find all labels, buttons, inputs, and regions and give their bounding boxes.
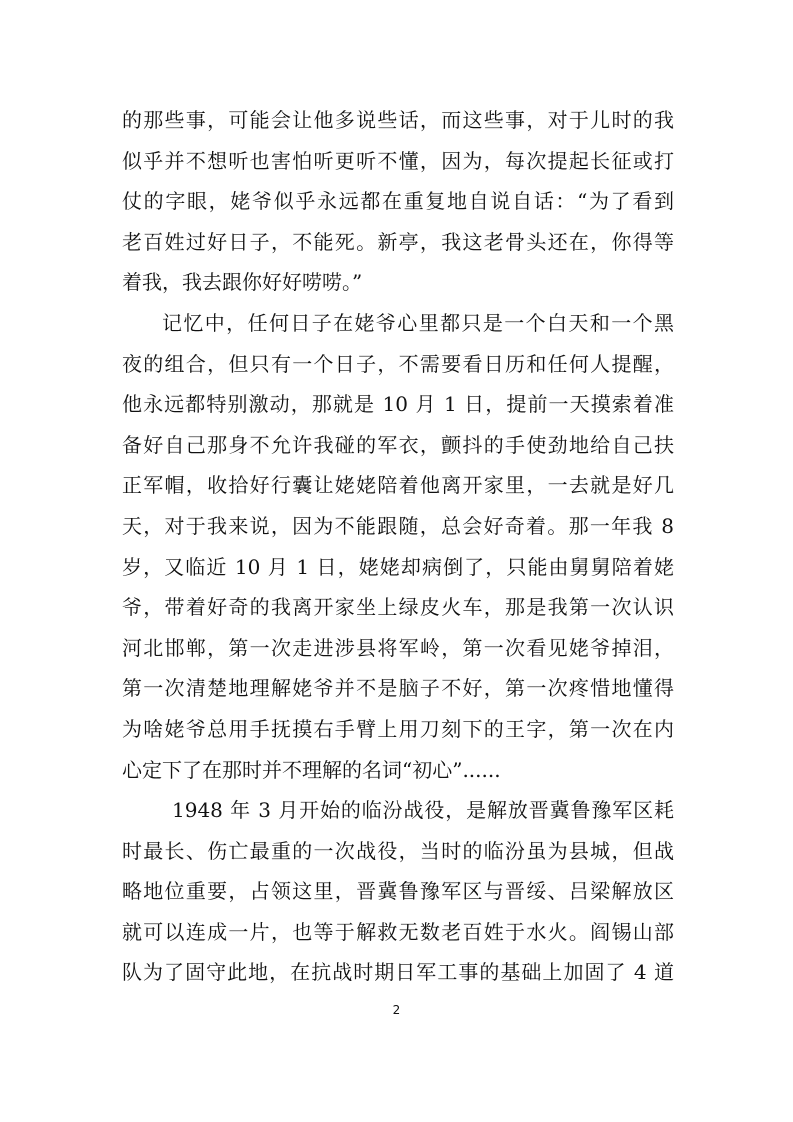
text-line: 就可以连成一片，也等于解救无数老百姓于水火。阎锡山部 xyxy=(122,919,674,944)
text-line: 为啥姥爷总用手抚摸右手臂上用刀刻下的王字，第一次在内 xyxy=(122,716,674,741)
text-line: 的那些事，可能会让他多说些话，而这些事，对于儿时的我 xyxy=(122,108,674,132)
text-line: 岁，又临近 10 月 1 日，姥姥却病倒了，只能由舅舅陪着姥 xyxy=(122,554,674,579)
text-line: 仗的字眼，姥爷似乎永远都在重复地自说自话：“为了看到 xyxy=(122,189,674,214)
text-line: 略地位重要，占领这里，晋冀鲁豫军区与晋绥、吕梁解放区 xyxy=(122,879,674,904)
text-line: 着我，我去跟你好好唠唠。” xyxy=(122,270,363,295)
text-line: 正军帽，收拾好行囊让姥姥陪着他离开家里，一去就是好几 xyxy=(122,473,674,498)
body-text xyxy=(122,100,674,993)
text-line: 1948 年 3 月开始的临汾战役，是解放晋冀鲁豫军区耗 xyxy=(172,798,674,823)
text-line: 第一次清楚地理解姥爷并不是脑子不好，第一次疼惜地懂得 xyxy=(122,676,674,701)
text-line: 他永远都特别激动，那就是 10 月 1 日，提前一天摸索着准 xyxy=(122,392,674,417)
text-line: 爷，带着好奇的我离开家坐上绿皮火车，那是我第一次认识 xyxy=(122,595,674,620)
text-line: 时最长、伤亡最重的一次战役，当时的临汾虽为县城，但战 xyxy=(122,838,674,863)
text-line: 老百姓过好日子，不能死。新亭，我这老骨头还在，你得等 xyxy=(122,229,674,254)
text-line: 记忆中，任何日子在姥爷心里都只是一个白天和一个黑 xyxy=(162,310,674,335)
page-number: 2 xyxy=(392,1003,401,1017)
text-line: 备好自己那身不允许我碰的军衣，颤抖的手使劲地给自己扶 xyxy=(122,432,674,457)
text-line: 夜的组合，但只有一个日子，不需要看日历和任何人提醒， xyxy=(122,351,674,376)
text-line: 河北邯郸，第一次走进涉县将军岭，第一次看见姥爷掉泪， xyxy=(122,635,674,660)
text-line: 似乎并不想听也害怕听更听不懂，因为，每次提起长征或打 xyxy=(122,148,674,173)
text-line: 队为了固守此地，在抗战时期日军工事的基础上加固了 4 道 xyxy=(122,960,674,985)
text-line: 心定下了在那时并不理解的名词“初心”...... xyxy=(122,757,501,782)
text-line: 天，对于我来说，因为不能跟随，总会好奇着。那一年我 8 xyxy=(122,513,674,538)
